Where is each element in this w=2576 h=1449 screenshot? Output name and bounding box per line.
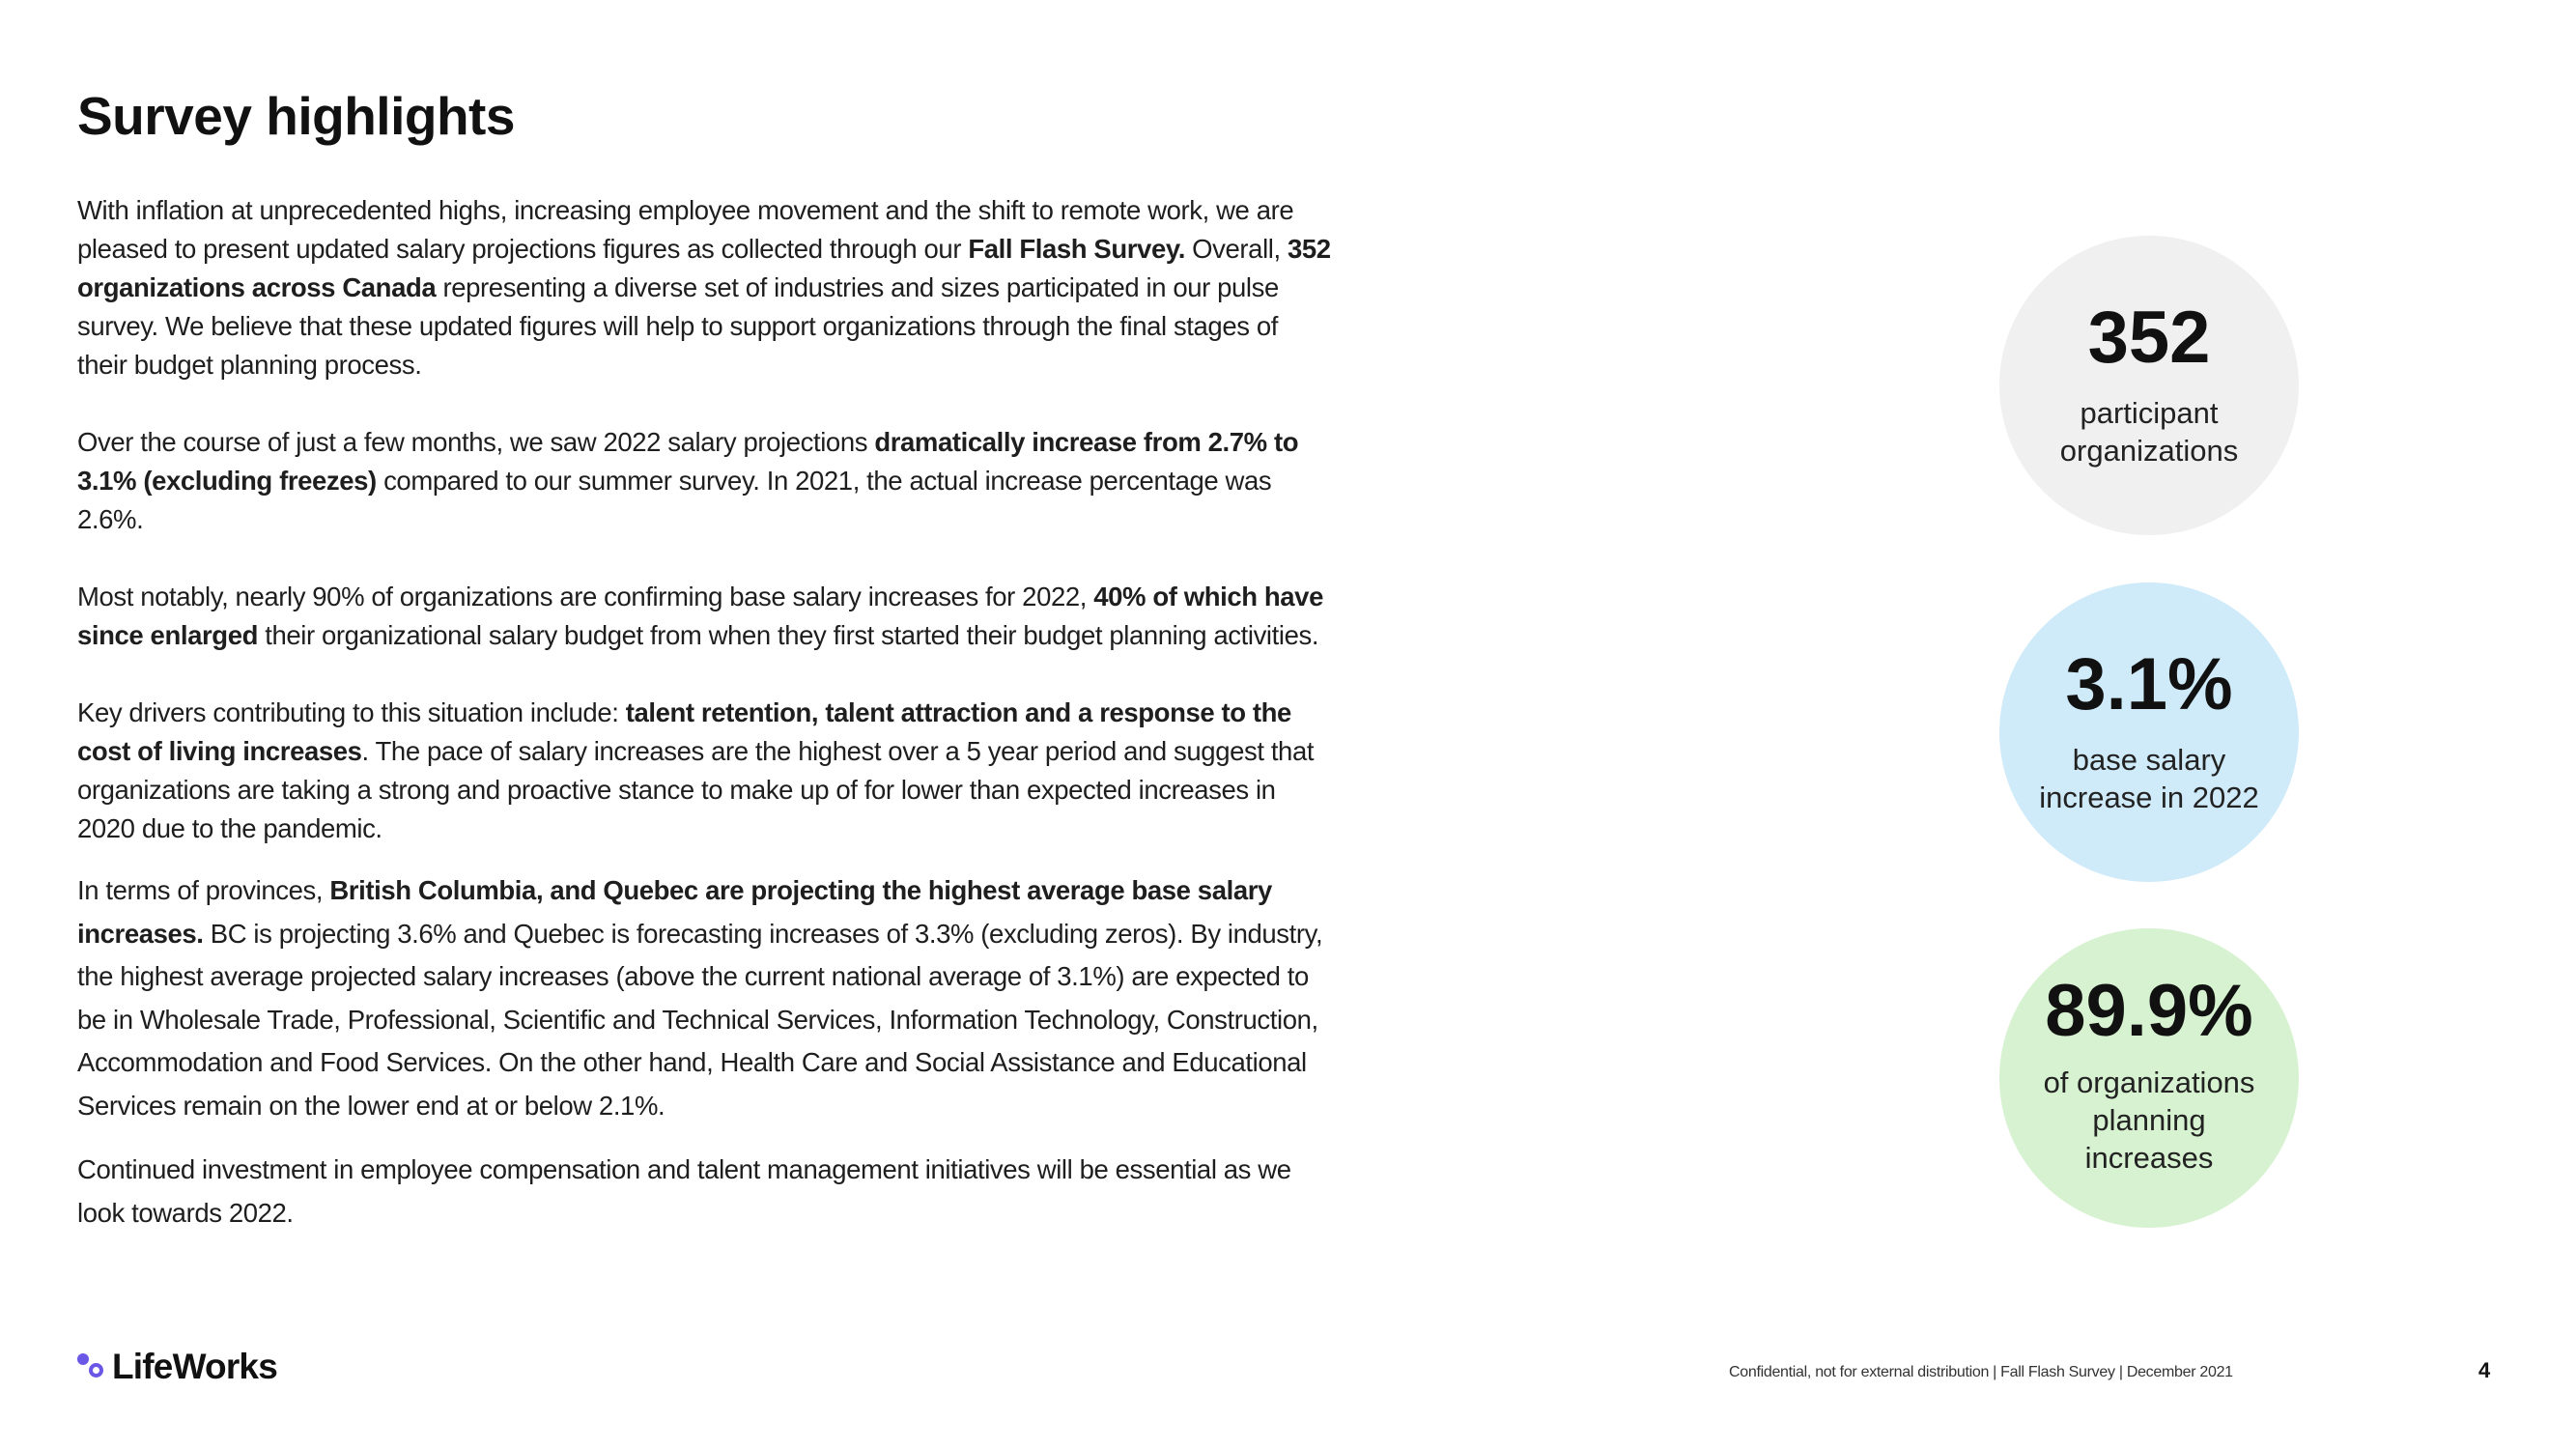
page-number: 4 [2478, 1358, 2491, 1382]
stat-value: 89.9% [2045, 970, 2253, 1052]
stat-value: 352 [2087, 297, 2211, 379]
stat-participants [1999, 236, 2299, 535]
paragraph-drivers: Key drivers contributing to this situation include: talent retention, talent attraction and a response to the cost of living increases. The pace of salary increases are the highest over a 5 year period and suggest that organizations are taking a strong and proactive stance to make up of for lower than expected increases in 2020 due to the pandemic. [77, 697, 1315, 843]
footer-text: Confidential, not for external distribution | Fall Flash Survey | December 2021 [1729, 1364, 2233, 1380]
stat-label: participant organizations [2059, 396, 2239, 468]
stat-salary-increase [1999, 582, 2299, 882]
stat-label: of organizations planning increases [2043, 1065, 2255, 1175]
paragraph-notably: Most notably, nearly 90% of organizations are confirming base salary increases for 2022, 40% of which have since enlarged their organizational salary budget from when they first started their budget planning activities. [77, 582, 1323, 650]
logo-text: LifeWorks [112, 1347, 277, 1386]
paragraph-provinces: In terms of provinces, British Columbia, and Quebec are projecting the highest average base salary increases. BC is projecting 3.6% and Quebec is forecasting increases of 3.3% (excluding zeros). By industry, the highest average projected salary increases (above the current national average of 3.1%) are expected to be in Wholesale Trade, Professional, Scientific and Technical Services, Information Technology, Construction, Accommodation and Food Services. On the other hand, Health Care and Social Assistance and Educational Services remain on the lower end at or below 2.1%. [77, 875, 1323, 1121]
stat-label: base salary increase in 2022 [2039, 743, 2259, 814]
paragraph-intro: With inflation at unprecedented highs, increasing employee movement and the shift to remote work, we are pleased to present updated salary projections figures as collected through our Fall Flash Survey. Overall, 352 organizations across Canada representing a diverse set of industries and sizes participated in our pulse survey. We believe that these updated figures will help to support organizations through the final stages of their budget planning process. [77, 195, 1331, 380]
logo-dots-icon [77, 1351, 108, 1382]
page-title: Survey highlights [77, 86, 515, 146]
body-text [77, 191, 1333, 1235]
lifeworks-logo [77, 1348, 277, 1386]
stat-value: 3.1% [2065, 643, 2233, 725]
stat-planning-increases [1999, 928, 2299, 1228]
paragraph-conclusion: Continued investment in employee compensation and talent management initiatives will be essential as we look towards 2022. [77, 1154, 1291, 1228]
paragraph-projections: Over the course of just a few months, we saw 2022 salary projections dramatically increase from 2.7% to 3.1% (excluding freezes) compared to our summer survey. In 2021, the actual increase percentage was 2.6%. [77, 427, 1299, 534]
